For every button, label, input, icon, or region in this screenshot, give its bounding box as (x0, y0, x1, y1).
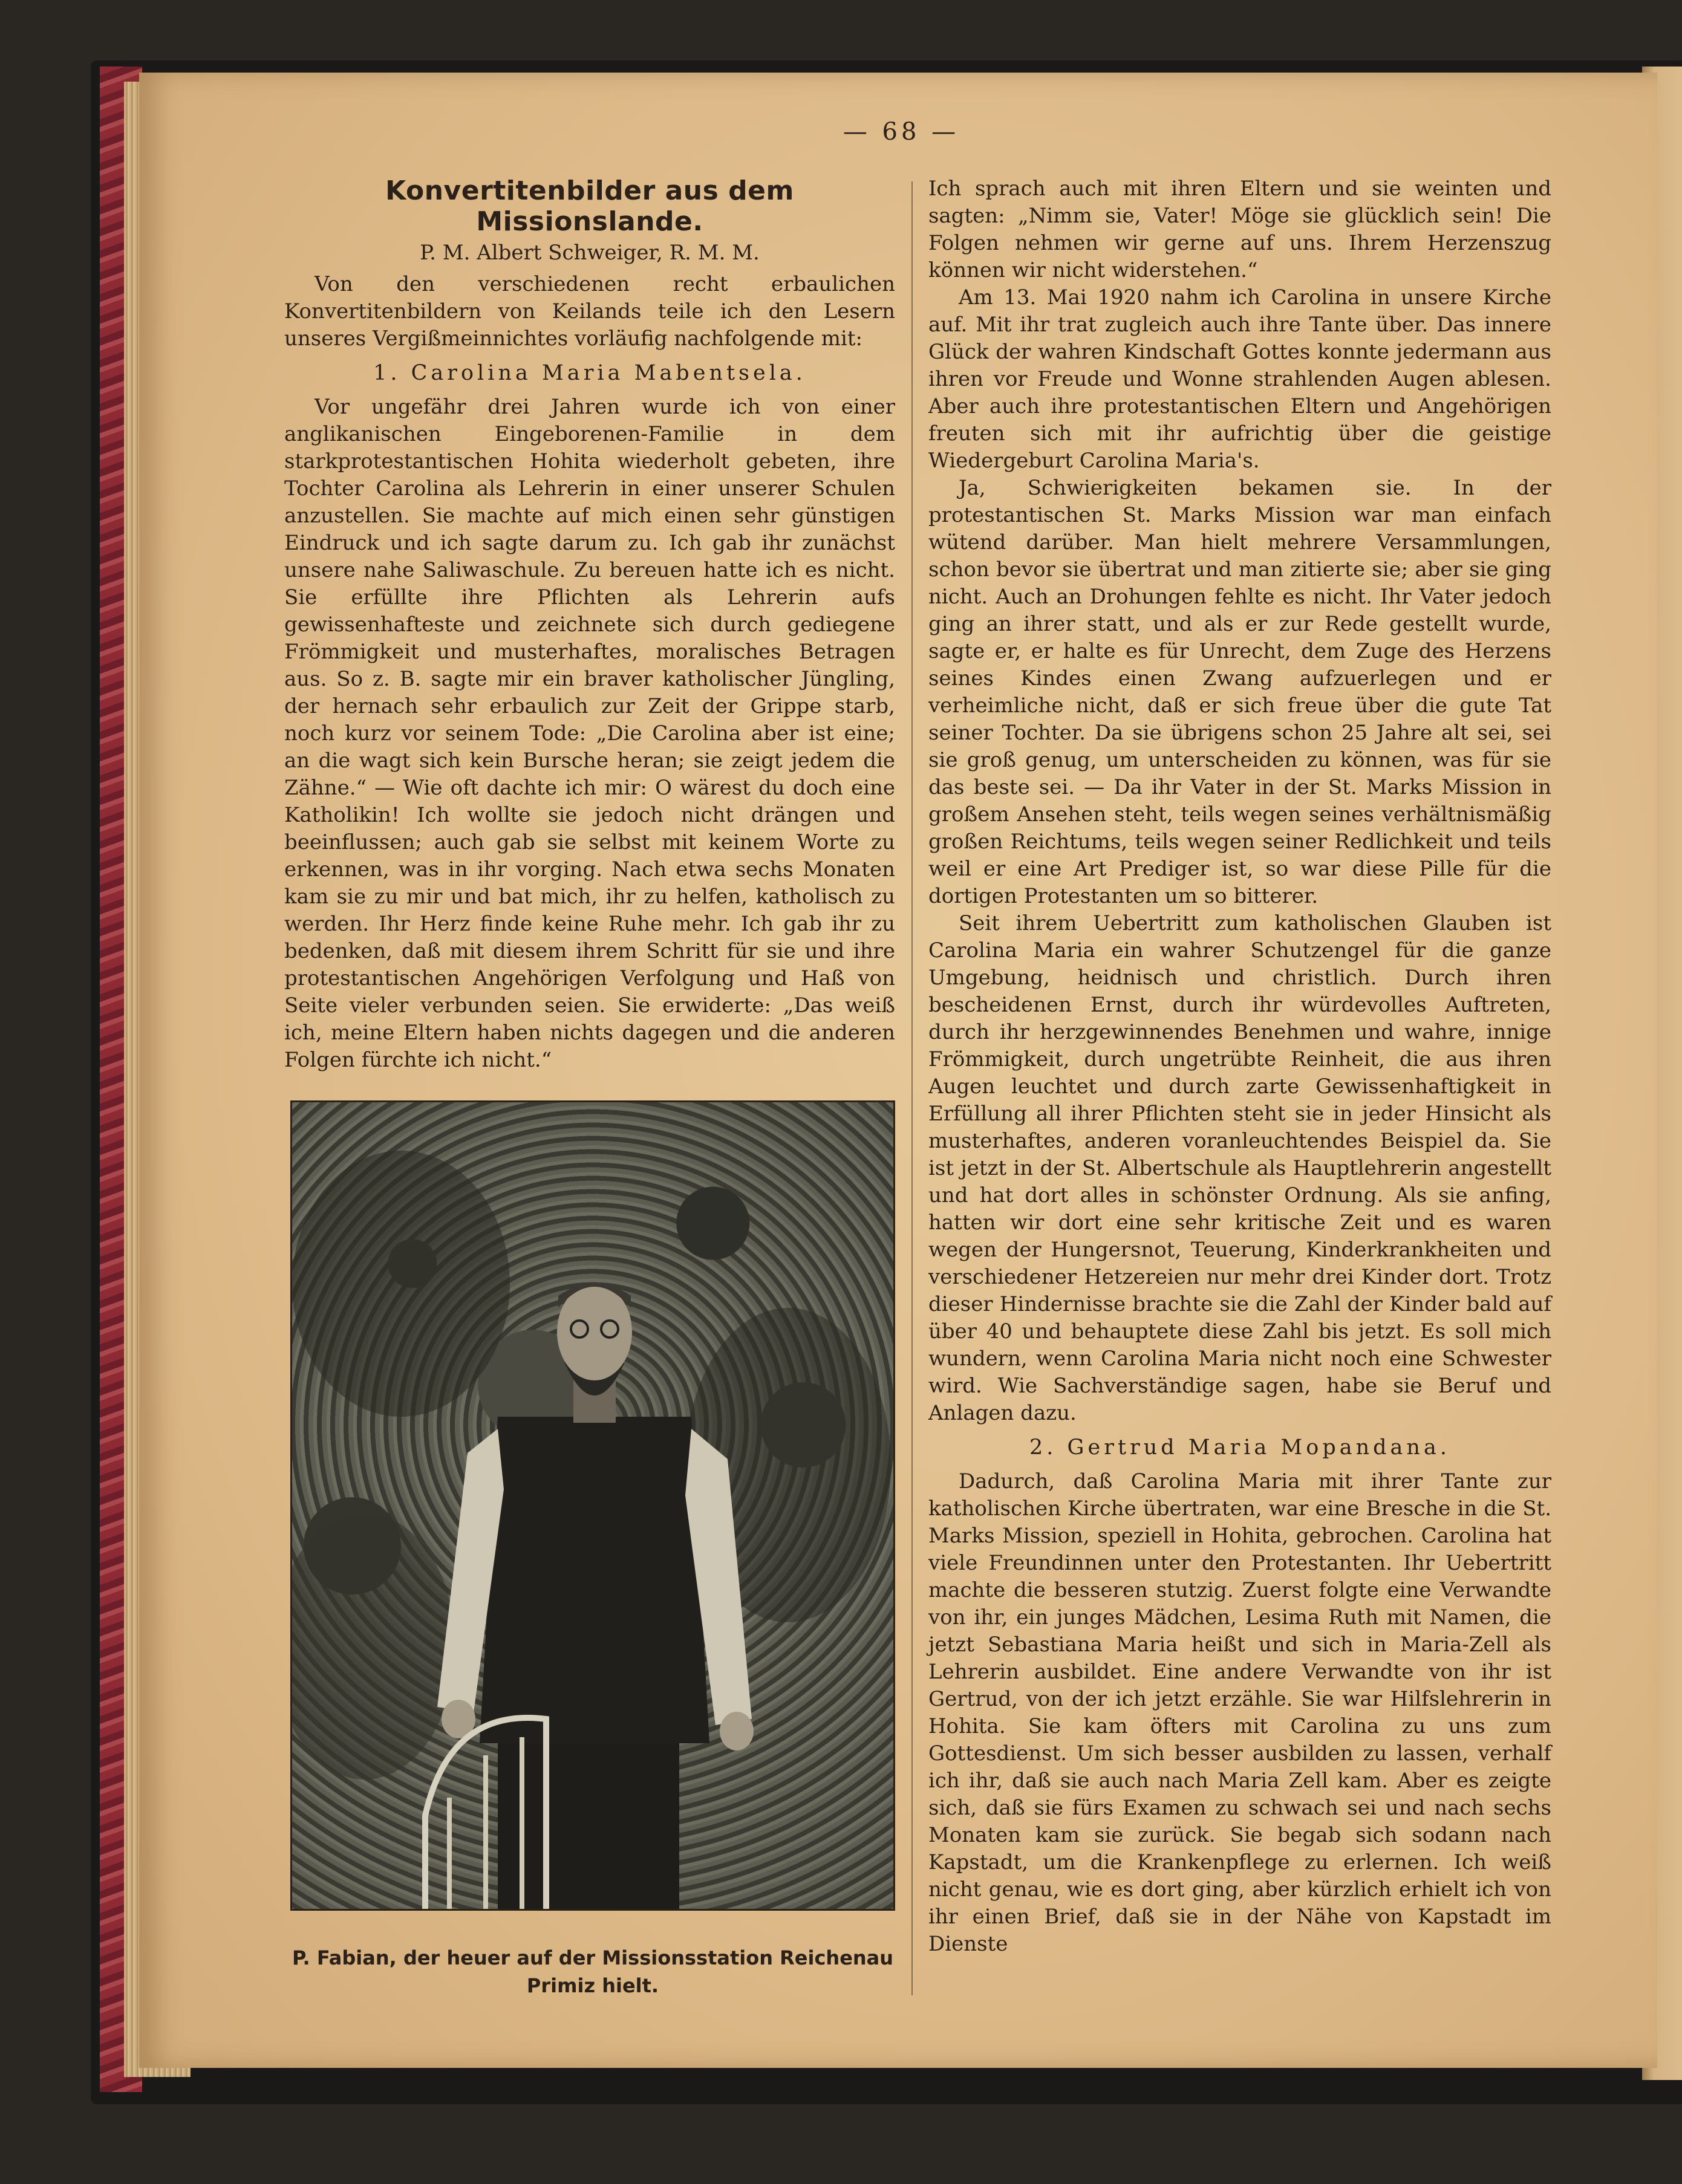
section-heading-2: 2. Gertrud Maria Mopandana. (1029, 1435, 1450, 1460)
right-paragraph-2: Am 13. Mai 1920 nahm ich Carolina in unsere Kirche auf. Mit ihr trat zugleich auch ihre Tante über. Das innere Glück der wahren Kindschaft Gottes konnte jedermann aus ihren vor Freude und Wonne strahlenden Augen ablesen. Aber auch ihre protestantischen Eltern und Angehörigen freuten sich mit ihr aufrichtig über die geistige Wiedergeburt Carolina Maria's. (928, 285, 1551, 473)
left-column (284, 175, 895, 1074)
section-2-paragraph: Dadurch, daß Carolina Maria mit ihrer Tante zur katholischen Kirche übertraten, war eine Bresche in die St. Marks Mission, speziell in Hohita, gebrochen. Carolina hat viele Freundinnen unter den Protestanten. Ihr Uebertritt machte die besseren stutzig. Zuerst folgte eine Verwandte von ihr, ein junges Mädchen, Lesima Ruth mit Namen, die jetzt Sebastiana Maria heißt und sich in Maria-Zell als Lehrerin ausbildet. Eine andere Verwandte von ihr ist Gertrud, von der ich jetzt erzähle. Sie war Hilfslehrerin in Hohita. Sie kam öfters mit Carolina zu uns zum Gottesdienst. Um sich besser ausbilden zu lassen, verhalf ich ihr, daß sie auch nach Maria Zell kam. Aber es zeigte sich, daß sie fürs Examen zu schwach sei und nach sechs Monaten kam sie zurück. Sie begab sich sodann nach Kapstadt, um die Krankenpflege zu erlernen. Ich weiß nicht genau, wie es dort ging, aber kürzlich erhielt ich von ihr einen Brief, daß sie in der Nähe von Kapstadt im Dienste (928, 1469, 1551, 1956)
column-divider (911, 181, 913, 1995)
page-number: — 68 — (843, 118, 960, 146)
right-column (928, 175, 1551, 1958)
portrait-photo (290, 1100, 895, 1911)
article-author: P. M. Albert Schweiger, R. M. M. (420, 241, 760, 265)
article-title: Konvertitenbilder aus dem Missionslande. (385, 175, 794, 237)
intro-paragraph: Von den verschiedenen recht erbaulichen Konvertitenbildern von Keilands teile ich den Lesern unseres Vergißmeinnichtes vorläufig nachfolgende mit: (284, 272, 895, 351)
right-paragraph-4: Seit ihrem Uebertritt zum katholischen Glauben ist Carolina Maria ein wahrer Schutzengel für die ganze Umgebung, heidnisch und christlich. Durch ihren bescheidenen Ernst, durch ihr würdevolles Auftreten, durch ihr herzgewinnendes Benehmen und wahre, innige Frömmigkeit, durch ungetrübte Reinheit, die aus ihren Augen leuchtet und durch zarte Gewissenhaftigkeit in Erfüllung all ihrer Pflichten steht sie in jeder Hinsicht als musterhaftes, anderen voranleuchtendes Beispiel da. Sie ist jetzt in der St. Albertschule als Hauptlehrerin angestellt und hat dort alles in schönster Ordnung. Als sie anfing, hatten wir dort eine sehr kritische Zeit und es waren wegen der Hungersnot, Teuerung, Kinderkrankheiten und verschiedener Hetzereien nur mehr drei Kinder dort. Trotz dieser Hindernisse brachte sie die Zahl der Kinder bald auf über 40 und behauptete diese Zahl bis jetzt. Es soll mich wundern, wenn Carolina Maria nicht noch eine Schwester wird. Wie Sachverständige sagen, habe sie Beruf und Anlagen dazu. (928, 911, 1551, 1425)
section-heading-1: 1. Carolina Maria Mabentsela. (373, 361, 806, 385)
photo-caption: P. Fabian, der heuer auf der Missionsstation Reichenau Primiz hielt. (292, 1946, 894, 1997)
priest-figure (292, 1102, 895, 1911)
right-paragraph-1: Ich sprach auch mit ihren Eltern und sie weinten und sagten: „Nimm sie, Vater! Möge sie glücklich sein! Die Folgen nehmen wir gerne auf uns. Ihrem Herzenszug können wir nicht widerstehen.“ (928, 177, 1551, 282)
right-paragraph-3: Ja, Schwierigkeiten bekamen sie. In der protestantischen St. Marks Mission war man einfach wütend darüber. Man hielt mehrere Versammlungen, schon bevor sie übertrat und man zitierte sie; aber sie ging nicht. Auch an Drohungen fehlte es nicht. Ihr Vater jedoch ging an ihrer statt, und als er zur Rede gestellt wurde, sagte er, er halte es für Unrecht, dem Zuge des Herzens seines Kindes einen Zwang aufzuerlegen und er verheimliche nicht, daß er sich freue über die gute Tat seiner Tochter. Da sie übrigens schon 25 Jahre alt sei, sei sie groß genug, um unterscheiden zu können, was für sie das beste sei. — Da ihr Vater in der St. Marks Mission in großem Ansehen steht, teils wegen seines verhältnismäßig großen Reichtums, teils wegen seiner Redlichkeit und teils weil er eine Art Prediger ist, so war diese Pille für die dortigen Protestanten um so bitterer. (928, 476, 1551, 908)
section-1-paragraph: Vor ungefähr drei Jahren wurde ich von einer anglikanischen Eingeborenen-Familie in dem starkprotestantischen Hohita wiederholt gebeten, ihre Tochter Carolina als Lehrerin in einer unserer Schulen anzustellen. Sie machte auf mich einen sehr günstigen Eindruck und ich sagte darum zu. Ich gab ihr zunächst unsere nahe Saliwaschule. Zu bereuen hatte ich es nicht. Sie erfüllte ihre Pflichten als Lehrerin aufs gewissenhafteste und zeichnete sich durch gediegene Frömmigkeit und musterhaftes, moralisches Betragen aus. So z. B. sagte mir ein braver katholischer Jüngling, der hernach sehr erbaulich zur Zeit der Grippe starb, noch kurz vor seinem Tode: „Die Carolina aber ist eine; an die wagt sich kein Bursche heran; sie zeigt jedem die Zähne.“ — Wie oft dachte ich mir: O wärest du doch eine Katholikin! Ich wollte sie jedoch nicht drängen und beeinflussen; auch gab sie selbst mit keinem Worte zu erkennen, was in ihr vorging. Nach etwa sechs Monaten kam sie zu mir und bat mich, ihr zu helfen, katholisch zu werden. Ihr Herz finde keine Ruhe mehr. Ich gab ihr zu bedenken, daß mit diesem ihrem Schritt für sie und ihre protestantischen Angehörigen Verfolgung und Haß von Seite vieler verbunden seien. Sie erwiderte: „Das weiß ich, meine Eltern haben nichts dagegen und die anderen Folgen fürchte ich nicht.“ (284, 395, 895, 1072)
